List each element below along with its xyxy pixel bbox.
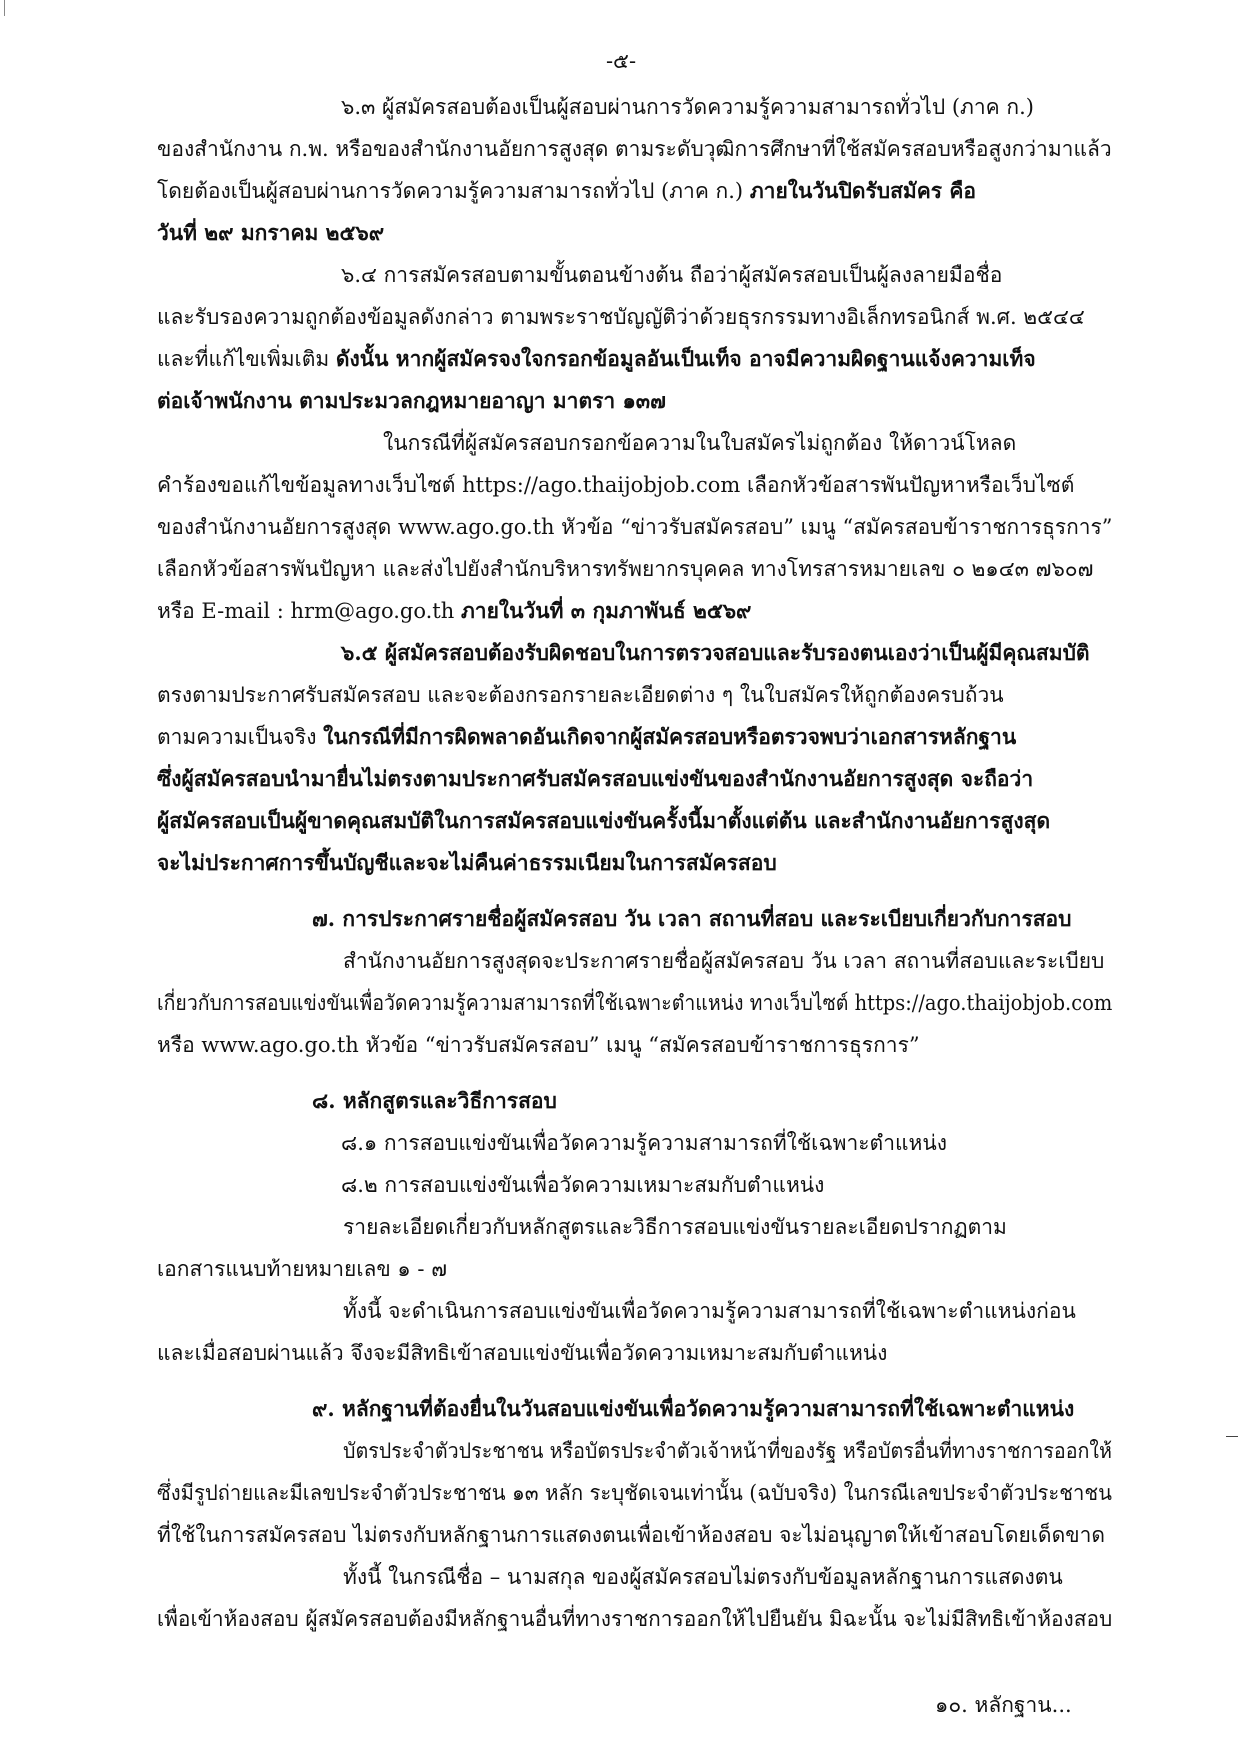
s6-3-line-3a: โดยต้องเป็นผู้สอบผ่านการวัดความรู้ความสามารถทั่วไป (ภาค ก.): [157, 179, 750, 203]
s6-5-line-3b: ในกรณีที่มีการผิดพลาดอันเกิดจากผู้สมัครสอบหรือตรวจพบว่าเอกสารหลักฐาน: [323, 724, 1017, 749]
s6-5-line-1: ๖.๕ ผู้สมัครสอบต้องรับผิดชอบในการตรวจสอบและรับรองตนเองว่าเป็นผู้มีคุณสมบัติ: [341, 640, 1090, 665]
s6-3-line-2: ของสำนักงาน ก.พ. หรือของสำนักงานอัยการสูงสุด ตามระดับวุฒิการศึกษาที่ใช้สมัครสอบหรือสูงกว่ามาแล้ว: [157, 137, 1112, 161]
s7-heading: ๗. การประกาศรายชื่อผู้สมัครสอบ วัน เวลา สถานที่สอบ และระเบียบเกี่ยวกับการสอบ: [312, 906, 1072, 931]
s9-line-1: บัตรประจำตัวประชาชน หรือบัตรประจำตัวเจ้าหน้าที่ของรัฐ หรือบัตรอื่นที่ทางราชการออกให้: [343, 1439, 1112, 1463]
s6-4-line-9: [157, 596, 751, 626]
s6-5-line-2: ตรงตามประกาศรับสมัครสอบ และจะต้องกรอกรายละเอียดต่าง ๆ ในใบสมัครให้ถูกต้องครบถ้วน: [157, 683, 1004, 707]
s8-line-3: ทั้งนี้ จะดำเนินการสอบแข่งขันเพื่อวัดความรู้ความสามารถที่ใช้เฉพาะตำแหน่งก่อน: [343, 1299, 1076, 1323]
s9-line-3: ที่ใช้ในการสมัครสอบ ไม่ตรงกับหลักฐานการแสดงตนเพื่อเข้าห้องสอบ จะไม่อนุญาตให้เข้าสอบโดยเด็ดขาด: [157, 1523, 1105, 1547]
s6-4-line-1: ๖.๔ การสมัครสอบตามขั้นตอนข้างต้น ถือว่าผู้สมัครสอบเป็นผู้ลงลายมือชื่อ: [341, 263, 1003, 287]
s9-heading: ๙. หลักฐานที่ต้องยื่นในวันสอบแข่งขันเพื่อวัดความรู้ความสามารถที่ใช้เฉพาะตำแหน่ง: [312, 1396, 1075, 1421]
s6-4-line-9b: ภายในวันที่ ๓ กุมภาพันธ์ ๒๕๖๙: [460, 598, 752, 623]
s6-5-line-4: ซึ่งผู้สมัครสอบนำมายื่นไม่ตรงตามประกาศรับสมัครสอบแข่งขันของสำนักงานอัยการสูงสุด จะถือว่า: [157, 766, 1034, 791]
scan-edge-mark: [4, 0, 5, 16]
s6-3-line-1: ๖.๓ ผู้สมัครสอบต้องเป็นผู้สอบผ่านการวัดความรู้ความสามารถทั่วไป (ภาค ก.): [341, 95, 1034, 119]
s8-line-2: เอกสารแนบท้ายหมายเลข ๑ - ๗: [157, 1257, 447, 1281]
s7-line-3: หรือ www.ago.go.th หัวข้อ “ข่าวรับสมัครสอบ” เมนู “สมัครสอบข้าราชการธุรการ”: [157, 1033, 920, 1057]
s6-4-line-3a: และที่แก้ไขเพิ่มเติม: [157, 347, 336, 371]
s8-heading: ๘. หลักสูตรและวิธีการสอบ: [312, 1088, 557, 1113]
s9-line-4: ทั้งนี้ ในกรณีชื่อ – นามสกุล ของผู้สมัครสอบไม่ตรงกับข้อมูลหลักฐานการแสดงตน: [343, 1565, 1063, 1589]
s6-4-line-9a: หรือ E-mail : hrm@ago.go.th: [157, 599, 461, 623]
s6-3-line-3: [157, 176, 976, 206]
s6-4-line-3b: ดังนั้น หากผู้สมัครจงใจกรอกข้อมูลอันเป็นเท็จ อาจมีความผิดฐานแจ้งความเท็จ: [335, 346, 1036, 371]
s6-3-line-4: วันที่ ๒๙ มกราคม ๒๕๖๙: [157, 220, 385, 245]
s6-5-line-3: [157, 722, 1016, 752]
s6-4-line-6: คำร้องขอแก้ไขข้อมูลทางเว็บไซต์ https://ago.thaijobjob.com เลือกหัวข้อสารพันปัญหาหรือเว็บไซต์: [157, 473, 1075, 497]
s6-5-line-3a: ตามความเป็นจริง: [157, 725, 324, 749]
s7-line-1: สำนักงานอัยการสูงสุดจะประกาศรายชื่อผู้สมัครสอบ วัน เวลา สถานที่สอบและระเบียบ: [343, 949, 1105, 973]
s6-3-line-3b: ภายในวันปิดรับสมัคร คือ: [749, 178, 977, 203]
s6-4-line-3: [157, 344, 1036, 374]
page-number: -๕-: [605, 49, 637, 73]
s6-4-line-7: ของสำนักงานอัยการสูงสุด www.ago.go.th หัวข้อ “ข่าวรับสมัครสอบ” เมนู “สมัครสอบข้าราชการธุรการ”: [157, 515, 1113, 539]
s9-line-2: ซึ่งมีรูปถ่ายและมีเลขประจำตัวประชาชน ๑๓ หลัก ระบุชัดเจนเท่านั้น (ฉบับจริง) ในกรณีเลขประจำตัวประชาชน: [157, 1481, 1112, 1505]
s6-4-line-8: เลือกหัวข้อสารพันปัญหา และส่งไปยังสำนักบริหารทรัพยากรบุคคล ทางโทรสารหมายเลข ๐ ๒๑๔๓ ๗๖๐๗: [157, 557, 1094, 581]
s8-item-1: ๘.๑ การสอบแข่งขันเพื่อวัดความรู้ความสามารถที่ใช้เฉพาะตำแหน่ง: [341, 1131, 947, 1155]
s6-4-line-4: ต่อเจ้าพนักงาน ตามประมวลกฎหมายอาญา มาตรา ๑๓๗: [157, 388, 666, 413]
s8-line-4: และเมื่อสอบผ่านแล้ว จึงจะมีสิทธิเข้าสอบแข่งขันเพื่อวัดความเหมาะสมกับตำแหน่ง: [157, 1341, 888, 1365]
s8-item-2: ๘.๒ การสอบแข่งขันเพื่อวัดความเหมาะสมกับตำแหน่ง: [341, 1173, 825, 1197]
s6-4-line-2: และรับรองความถูกต้องข้อมูลดังกล่าว ตามพระราชบัญญัติว่าด้วยธุรกรรมทางอิเล็กทรอนิกส์ พ.ศ. ๒๕๔๔: [157, 305, 1085, 329]
continuation-text: ๑๐. หลักฐาน...: [935, 1693, 1072, 1717]
s7-line-2: เกี่ยวกับการสอบแข่งขันเพื่อวัดความรู้ความสามารถที่ใช้เฉพาะตำแหน่ง ทางเว็บไซต์ https://ago.thaijobjob.com: [157, 991, 1113, 1015]
s6-4-line-5: ในกรณีที่ผู้สมัครสอบกรอกข้อความในใบสมัครไม่ถูกต้อง ให้ดาวน์โหลด: [383, 431, 1017, 455]
s8-line-1: รายละเอียดเกี่ยวกับหลักสูตรและวิธีการสอบแข่งขันรายละเอียดปรากฏตาม: [343, 1215, 1007, 1239]
s6-5-line-6: จะไม่ประกาศการขึ้นบัญชีและจะไม่คืนค่าธรรมเนียมในการสมัครสอบ: [157, 850, 777, 875]
s6-5-line-5: ผู้สมัครสอบเป็นผู้ขาดคุณสมบัติในการสมัครสอบแข่งขันครั้งนี้มาตั้งแต่ต้น และสำนักงานอัยการสูงสุด: [157, 808, 1051, 833]
margin-mark: [1226, 1436, 1238, 1437]
s9-line-5: เพื่อเข้าห้องสอบ ผู้สมัครสอบต้องมีหลักฐานอื่นที่ทางราชการออกให้ไปยืนยัน มิฉะนั้น จะไม่มีสิทธิเข้าห้องสอบ: [157, 1607, 1113, 1631]
